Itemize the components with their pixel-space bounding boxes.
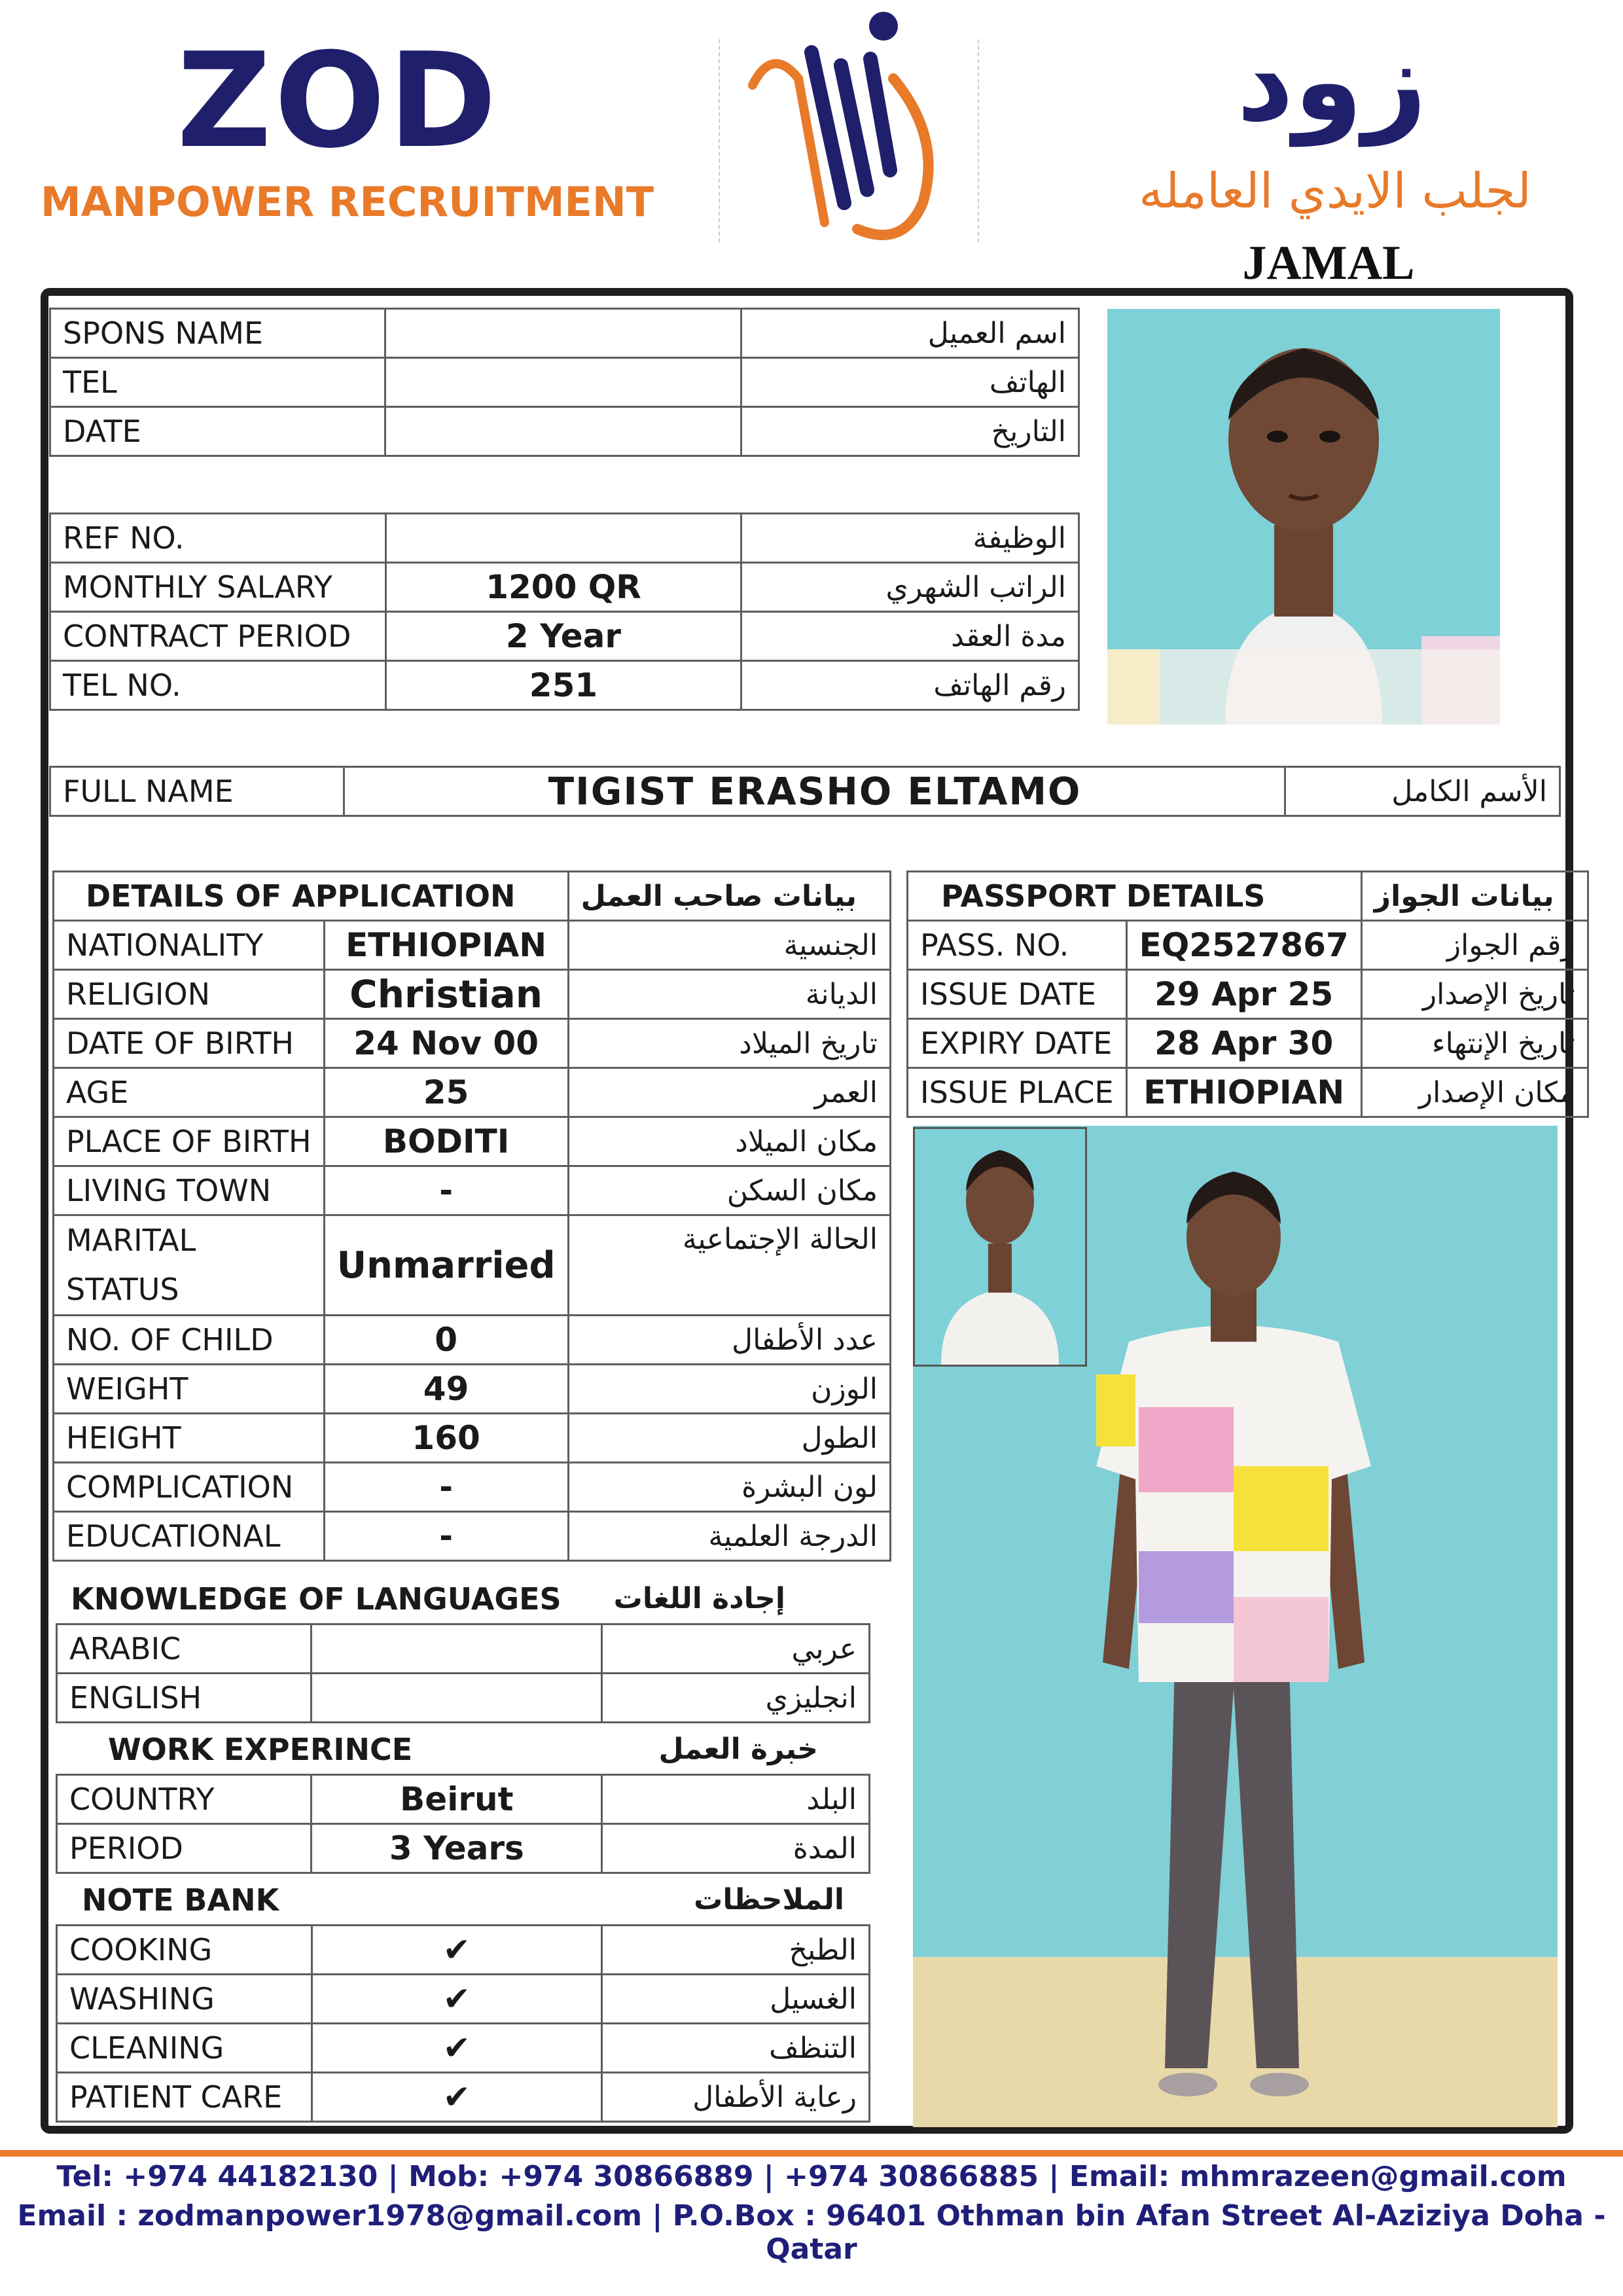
- value: [385, 309, 741, 358]
- languages-header: [52, 1574, 870, 1623]
- table-row: [908, 1019, 1588, 1068]
- value: -: [324, 1512, 568, 1561]
- label: SPONS NAME: [50, 309, 385, 358]
- table-row: [50, 358, 1079, 407]
- label-ar: عدد الأطفال: [568, 1316, 890, 1365]
- label-ar: البلد: [602, 1775, 870, 1824]
- table-row: [50, 563, 1079, 612]
- table-row: [50, 661, 1079, 710]
- value: 29 Apr 25: [1126, 970, 1361, 1019]
- check-icon: ✔: [312, 1926, 601, 1975]
- label: NO. OF CHILD: [54, 1316, 325, 1365]
- full-name-value: TIGIST ERASHO ELTAMO: [344, 767, 1285, 816]
- table-row: [57, 1975, 870, 2024]
- label: NATIONALITY: [54, 921, 325, 970]
- label-ar: الطبخ: [601, 1926, 869, 1975]
- label-ar: الوزن: [568, 1365, 890, 1414]
- table-row: [57, 2073, 870, 2122]
- check-icon: ✔: [312, 2073, 601, 2122]
- footer-contact-line-2: Email : zodmanpower1978@gmail.com | P.O.Box : 96401 Othman bin Afan Street Al-Aziziya Doha - Qatar: [17, 2199, 1606, 2266]
- table-row: [54, 1414, 891, 1463]
- label-ar: الراتب الشهري: [741, 563, 1079, 612]
- table-row: [54, 1512, 891, 1561]
- label: CLEANING: [57, 2024, 312, 2073]
- value: Christian: [324, 970, 568, 1019]
- value: Beirut: [312, 1775, 602, 1824]
- full-name-label-ar: الأسم الكامل: [1285, 767, 1560, 816]
- table-row: [57, 2024, 870, 2073]
- notes-header: [52, 1875, 870, 1924]
- value: 0: [324, 1316, 568, 1365]
- passport-table: [906, 870, 1589, 1118]
- label-ar: الوظيفة: [741, 514, 1079, 563]
- value: [385, 514, 741, 563]
- label: WEIGHT: [54, 1365, 325, 1414]
- header-divider-left: [719, 39, 720, 242]
- value: ETHIOPIAN: [324, 921, 568, 970]
- label: LIVING TOWN: [54, 1166, 325, 1215]
- label: AGE: [54, 1068, 325, 1117]
- label-ar: عربي: [601, 1624, 869, 1674]
- label-ar: الحالة الإجتماعية: [568, 1215, 890, 1316]
- check-icon: ✔: [312, 2024, 601, 2073]
- experience-header: [52, 1725, 870, 1774]
- section-title-ar: بيانات صاحب العمل: [568, 872, 890, 921]
- section-title: KNOWLEDGE OF LANGUAGES: [71, 1581, 562, 1617]
- value: ETHIOPIAN: [1126, 1068, 1361, 1117]
- table-row: [54, 1463, 891, 1512]
- label: RELIGION: [54, 970, 325, 1019]
- value: BODITI: [324, 1117, 568, 1166]
- table-row: [57, 1624, 870, 1674]
- table-row: [54, 921, 891, 970]
- label-ar: تاريخ الإصدار: [1361, 970, 1588, 1019]
- label: EDUCATIONAL: [54, 1512, 325, 1561]
- passport-photo-illustration: [915, 1129, 1085, 1365]
- label-ar: تاريخ الميلاد: [568, 1019, 890, 1068]
- agent-name: JAMAL: [1242, 236, 1415, 290]
- value: EQ2527867: [1126, 921, 1361, 970]
- table-row: [54, 1068, 891, 1117]
- table-row: [54, 970, 891, 1019]
- footer-divider: [0, 2150, 1623, 2157]
- section-header: [52, 1574, 870, 1623]
- label-ar: اسم العميل: [741, 309, 1079, 358]
- section-title-ar: إجادة اللغات: [613, 1582, 785, 1615]
- label-ar: رقم الهاتف: [741, 661, 1079, 710]
- table-row: [50, 309, 1079, 358]
- table-row: [57, 1926, 870, 1975]
- sponsor-table: [49, 308, 1080, 457]
- section-title-ar: الملاحظات: [694, 1883, 844, 1916]
- table-row: [50, 767, 1560, 816]
- value: 1200 QR: [385, 563, 741, 612]
- value: [385, 358, 741, 407]
- footer-contact-line-1: Tel: +974 44182130 | Mob: +974 30866889 | +974 30866885 | Email: mhmrazeen@gmail.com: [56, 2160, 1567, 2193]
- table-row: [54, 1117, 891, 1166]
- value: [312, 1674, 601, 1723]
- section-title: WORK EXPERINCE: [108, 1731, 413, 1767]
- label: COOKING: [57, 1926, 312, 1975]
- brand-logo-icon: [726, 7, 988, 255]
- full-name-label: FULL NAME: [50, 767, 344, 816]
- label-ar: مكان الإصدار: [1361, 1068, 1588, 1117]
- application-table: [52, 870, 891, 1562]
- passport-photo: [913, 1127, 1087, 1367]
- table-row: [908, 921, 1588, 970]
- table-row: [50, 514, 1079, 563]
- portrait-photo: [1107, 309, 1500, 725]
- table-row: [908, 970, 1588, 1019]
- brand-logo-text: ZOD: [177, 25, 500, 177]
- label: COUNTRY: [57, 1775, 312, 1824]
- section-header: [54, 872, 891, 921]
- label-ar: رعاية الأطفال: [601, 2073, 869, 2122]
- label-ar: العمر: [568, 1068, 890, 1117]
- label-ar: تاريخ الإنتهاء: [1361, 1019, 1588, 1068]
- label-ar: الطول: [568, 1414, 890, 1463]
- table-row: [54, 1019, 891, 1068]
- section-title-ar: خبرة العمل: [658, 1732, 818, 1766]
- table-row: [54, 1365, 891, 1414]
- brand-subtitle: MANPOWER RECRUITMENT: [41, 178, 654, 226]
- label: ARABIC: [57, 1624, 312, 1674]
- value: 3 Years: [312, 1824, 602, 1873]
- label: DATE: [50, 407, 385, 456]
- label: TEL NO.: [50, 661, 386, 710]
- label-ar: المدة: [602, 1824, 870, 1873]
- section-title: NOTE BANK: [82, 1882, 279, 1918]
- label: PASS. NO.: [908, 921, 1127, 970]
- label: EXPIRY DATE: [908, 1019, 1127, 1068]
- section-header: [908, 872, 1588, 921]
- label: TEL: [50, 358, 385, 407]
- experience-table: [56, 1774, 870, 1874]
- label-ar: رقم الجواز: [1361, 921, 1588, 970]
- label-ar: الدرجة العلمية: [568, 1512, 890, 1561]
- value: [312, 1624, 601, 1674]
- value: [385, 407, 741, 456]
- label: MARITAL STATUS: [54, 1215, 325, 1316]
- label: CONTRACT PERIOD: [50, 612, 386, 661]
- languages-table: [56, 1623, 870, 1723]
- label-ar: الغسيل: [601, 1975, 869, 2024]
- section-title: DETAILS OF APPLICATION: [54, 872, 569, 921]
- label: PERIOD: [57, 1824, 312, 1873]
- brand-subtitle-arabic: لجلب الايدي العامله: [1139, 163, 1531, 219]
- label-ar: مكان الميلاد: [568, 1117, 890, 1166]
- value: 28 Apr 30: [1126, 1019, 1361, 1068]
- table-row: [54, 1316, 891, 1365]
- label: ISSUE PLACE: [908, 1068, 1127, 1117]
- brand-logo-arabic: زود: [1236, 17, 1427, 147]
- label-ar: الجنسية: [568, 921, 890, 970]
- notes-table: [56, 1924, 870, 2123]
- value: 251: [385, 661, 741, 710]
- full-name-table: [49, 766, 1561, 817]
- label: PLACE OF BIRTH: [54, 1117, 325, 1166]
- value: 24 Nov 00: [324, 1019, 568, 1068]
- value: 2 Year: [385, 612, 741, 661]
- label-ar: الهاتف: [741, 358, 1079, 407]
- label-ar: مكان السكن: [568, 1166, 890, 1215]
- label-ar: التنظف: [601, 2024, 869, 2073]
- table-row: [54, 1215, 891, 1316]
- label: COMPLICATION: [54, 1463, 325, 1512]
- value: 49: [324, 1365, 568, 1414]
- value: -: [324, 1463, 568, 1512]
- label-ar: الديانة: [568, 970, 890, 1019]
- table-row: [908, 1068, 1588, 1117]
- contract-table: [49, 512, 1080, 711]
- section-title: PASSPORT DETAILS: [908, 872, 1362, 921]
- label: PATIENT CARE: [57, 2073, 312, 2122]
- portrait-illustration: [1107, 309, 1500, 725]
- table-row: [57, 1824, 870, 1873]
- table-row: [57, 1674, 870, 1723]
- label: DATE OF BIRTH: [54, 1019, 325, 1068]
- label: HEIGHT: [54, 1414, 325, 1463]
- label-ar: لون البشرة: [568, 1463, 890, 1512]
- value: -: [324, 1166, 568, 1215]
- section-header: [52, 1725, 870, 1774]
- check-icon: ✔: [312, 1975, 601, 2024]
- value: 160: [324, 1414, 568, 1463]
- value: Unmarried: [324, 1215, 568, 1316]
- label: ENGLISH: [57, 1674, 312, 1723]
- label: MONTHLY SALARY: [50, 563, 386, 612]
- table-row: [57, 1775, 870, 1824]
- section-header: [52, 1875, 870, 1924]
- label-ar: مدة العقد: [741, 612, 1079, 661]
- label-ar: انجليزي: [601, 1674, 869, 1723]
- label: REF NO.: [50, 514, 386, 563]
- label-ar: التاريخ: [741, 407, 1079, 456]
- table-row: [54, 1166, 891, 1215]
- label: WASHING: [57, 1975, 312, 2024]
- label: ISSUE DATE: [908, 970, 1127, 1019]
- table-row: [50, 612, 1079, 661]
- section-title-ar: بيانات الجواز: [1361, 872, 1588, 921]
- table-row: [50, 407, 1079, 456]
- value: 25: [324, 1068, 568, 1117]
